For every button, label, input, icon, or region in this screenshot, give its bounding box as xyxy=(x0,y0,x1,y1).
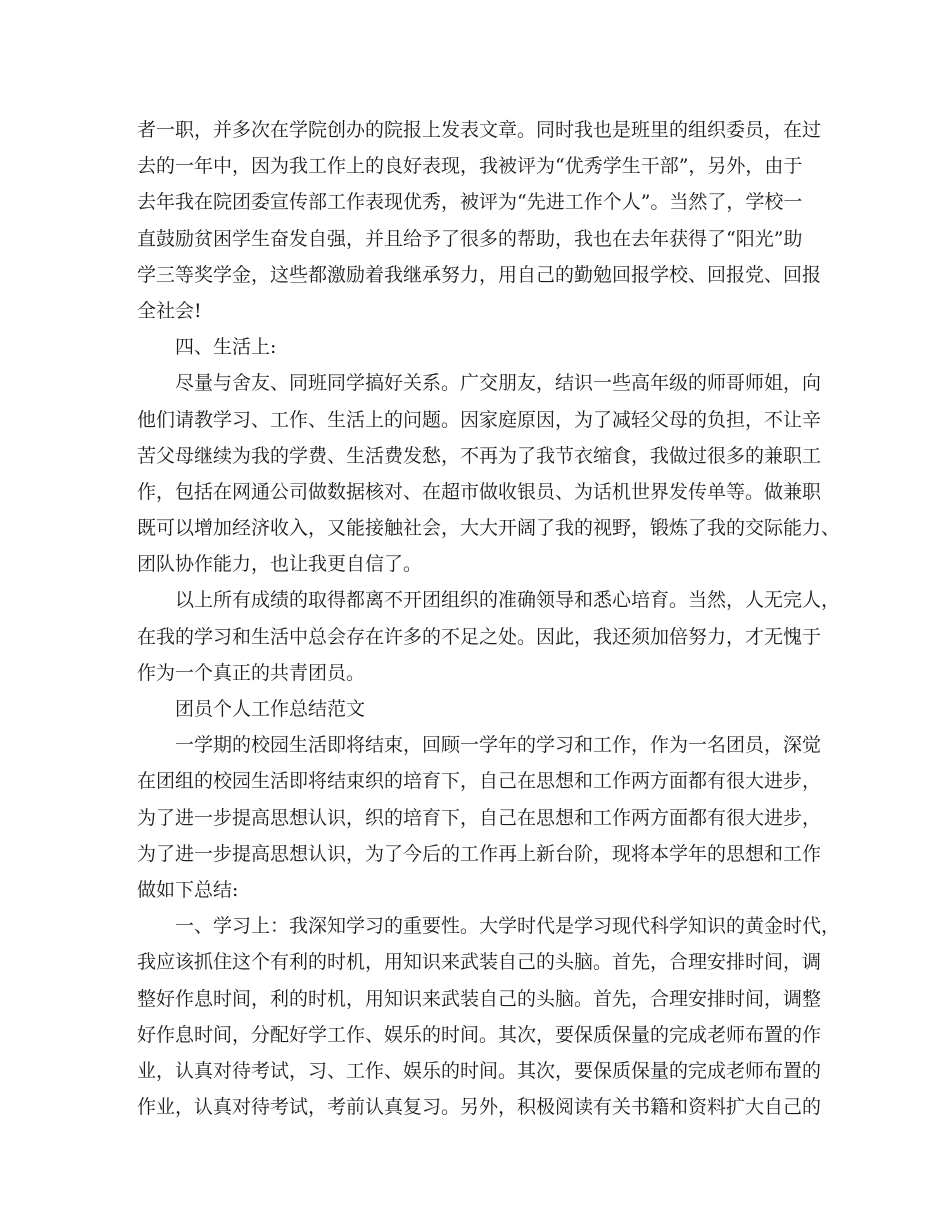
text-line: 一、学习上：我深知学习的重要性。大学时代是学习现代科学知识的黄金时代， xyxy=(175,915,841,938)
text-line: 作业，认真对待考试，考前认真复习。另外，积极阅读有关书籍和资料扩大自己的 xyxy=(137,1096,822,1119)
text-line: 作为一个真正的共青团员。 xyxy=(137,661,366,684)
text-line: 以上所有成绩的取得都离不开团组织的准确领导和悉心培育。当然，人无完人， xyxy=(175,589,841,612)
text-line: 好作息时间，分配好学工作、娱乐的时间。其次，要保质保量的完成老师布置的作 xyxy=(137,1023,822,1046)
text-line: 一学期的校园生活即将结束，回顾一学年的学习和工作，作为一名团员，深觉 xyxy=(175,734,822,757)
text-line: 尽量与舍友、同班同学搞好关系。广交朋友，结识一些高年级的师哥师姐，向 xyxy=(175,372,822,395)
text-line: 学三等奖学金，这些都激励着我继承努力，用自己的勤勉回报学校、回报党、回报 xyxy=(137,263,822,286)
text-line: 团员个人工作总结范文 xyxy=(175,698,366,720)
text-line: 者一职，并多次在学院创办的院报上发表文章。同时我也是班里的组织委员，在过 xyxy=(137,119,822,141)
text-line: 他们请教学习、工作、生活上的问题。因家庭原因，为了减轻父母的负担，不让辛 xyxy=(137,408,822,431)
text-line: 既可以增加经济收入，又能接触社会，大大开阔了我的视野，锻炼了我的交际能力、 xyxy=(137,517,841,540)
text-line: 团队协作能力，也让我更自信了。 xyxy=(137,553,423,576)
text-line: 为了进一步提高思想认识，为了今后的工作再上新台阶，现将本学年的思想和工作 xyxy=(137,842,822,865)
text-line: 去年我在院团委宣传部工作表现优秀，被评为“先进工作个人”。当然了，学校一 xyxy=(137,191,803,214)
text-line: 为了进一步提高思想认识，织的培育下，自己在思想和工作两方面都有很大进步， xyxy=(137,806,822,829)
text-line: 全社会! xyxy=(137,299,202,322)
text-line: 做如下总结: xyxy=(137,878,239,901)
text-line: 我应该抓住这个有利的时机，用知识来武装自己的头脑。首先，合理安排时间，调 xyxy=(137,951,822,974)
text-line: 业，认真对待考试，习、工作、娱乐的时间。其次，要保质保量的完成老师布置的 xyxy=(137,1059,822,1082)
text-line: 在团组的校园生活即将结束织的培育下，自己在思想和工作两方面都有很大进步， xyxy=(137,770,822,793)
text-line: 在我的学习和生活中总会存在许多的不足之处。因此，我还须加倍努力，才无愧于 xyxy=(137,625,822,648)
text-line: 整好作息时间，利的时机，用知识来武装自己的头脑。首先，合理安排时间，调整 xyxy=(137,987,822,1010)
text-line: 直鼓励贫困学生奋发自强，并且给予了很多的帮助，我也在去年获得了“阳光”助 xyxy=(137,227,803,250)
text-line: 四、生活上: xyxy=(175,336,277,359)
text-line: 去的一年中，因为我工作上的良好表现，我被评为“优秀学生干部”，另外，由于 xyxy=(137,155,803,178)
text-line: 作，包括在网通公司做数据核对、在超市做收银员、为话机世界发传单等。做兼职 xyxy=(137,480,822,503)
document-body xyxy=(137,112,841,1125)
text-line: 苦父母继续为我的学费、生活费发愁，不再为了我节衣缩食，我做过很多的兼职工 xyxy=(137,444,822,467)
